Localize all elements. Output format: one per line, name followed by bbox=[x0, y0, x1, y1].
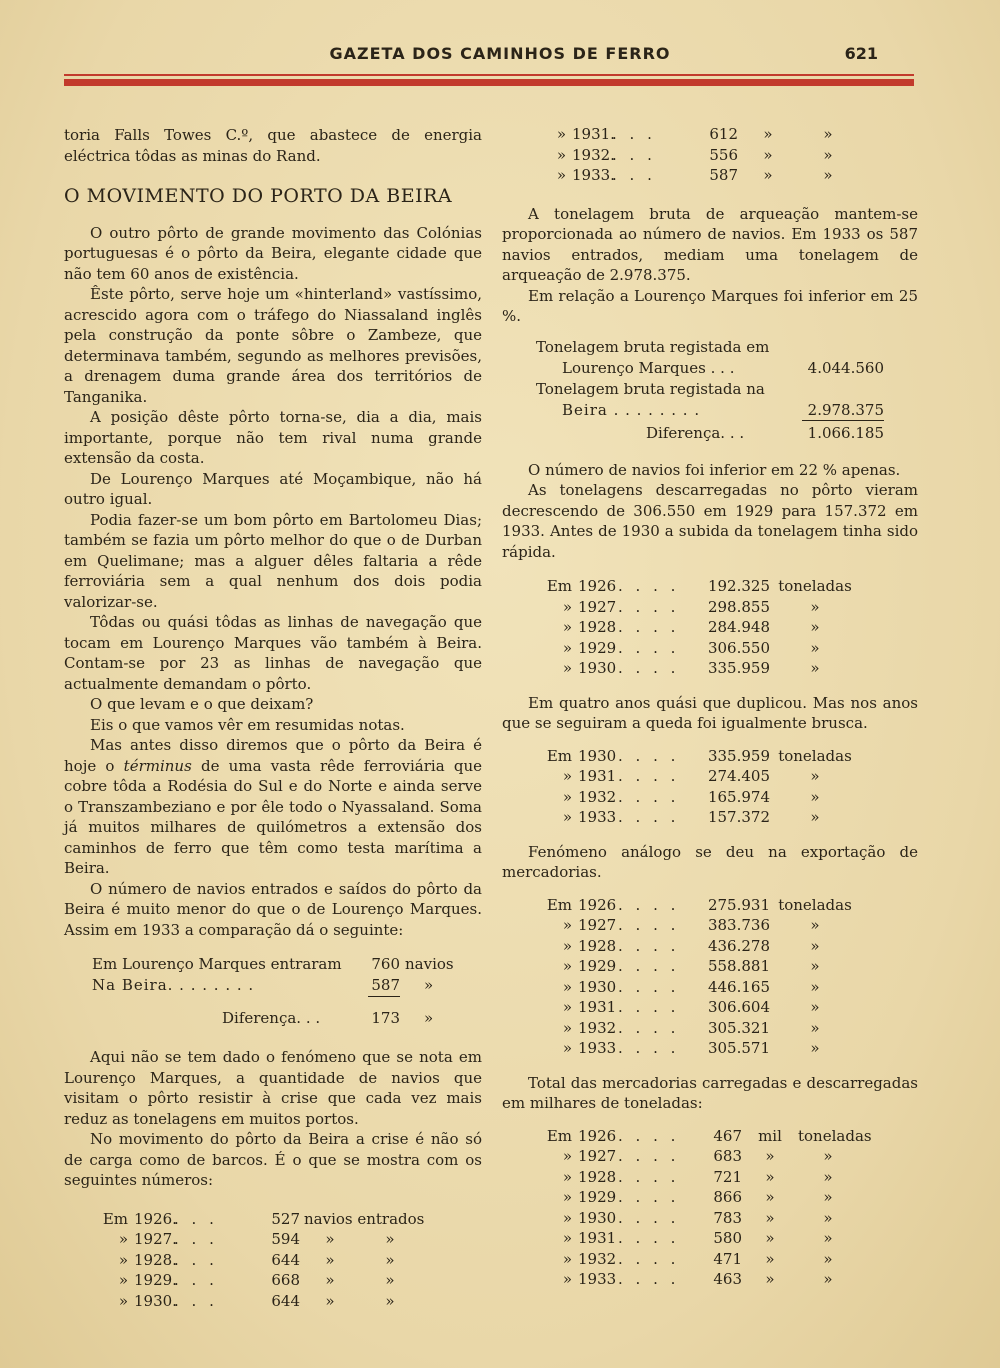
row-unit: » bbox=[325, 1271, 335, 1289]
row-unit: » bbox=[823, 1188, 833, 1206]
tonnage-value: 4.044.560 bbox=[807, 358, 884, 377]
row-unit: » bbox=[765, 1270, 775, 1288]
text-span: de uma vasta rêde ferroviária que cobre tôda a Rodésia do Sul e do Norte e ainda serve o Transzambeziano e por êle todo o Nyassaland. Soma já muitos milhares de quilómetros a extensão dos caminhos de ferro que têm como testa marítima a Beira. bbox=[64, 756, 483, 877]
row-dots: . . . . bbox=[618, 1208, 680, 1227]
row-prefix: Em bbox=[546, 577, 572, 595]
row-year: 1929 bbox=[578, 1188, 617, 1206]
row-value: 644 bbox=[271, 1250, 300, 1269]
row-unit: » bbox=[765, 1208, 775, 1227]
row-unit: toneladas bbox=[798, 1126, 872, 1145]
table-row bbox=[502, 895, 918, 916]
unloaded-table-1 bbox=[502, 576, 918, 679]
row-prefix: » bbox=[118, 1291, 128, 1310]
table-row bbox=[502, 1228, 918, 1249]
comparison-label: Em Lourenço Marques entraram bbox=[92, 955, 342, 973]
row-prefix: Em bbox=[546, 1126, 572, 1145]
row-prefix: » bbox=[118, 1230, 128, 1248]
table-row bbox=[502, 1208, 918, 1229]
row-dots: . . . . bbox=[618, 1167, 680, 1186]
row-value: 558.881 bbox=[707, 957, 770, 975]
row-unit: » bbox=[823, 1229, 833, 1247]
row-prefix: » bbox=[562, 1188, 572, 1206]
row-year: 1928. bbox=[134, 1250, 177, 1269]
row-value: 192.325 bbox=[707, 577, 770, 595]
comparison-value: 760 bbox=[371, 955, 400, 973]
paragraph: toria Falls Towes C.º, que abastece de energia eléctrica tôdas as minas do Rand. bbox=[64, 126, 482, 165]
row-unit: » bbox=[810, 597, 820, 616]
table-row bbox=[502, 1146, 918, 1167]
row-unit: » bbox=[385, 1230, 395, 1248]
row-prefix: » bbox=[562, 936, 572, 955]
row-value: 436.278 bbox=[707, 936, 770, 955]
row-value: 446.165 bbox=[707, 977, 770, 996]
row-prefix: » bbox=[562, 1039, 572, 1057]
table-row bbox=[64, 1209, 482, 1230]
row-prefix: » bbox=[562, 977, 572, 996]
row-prefix: » bbox=[562, 808, 572, 826]
row-year: 1931 bbox=[578, 767, 617, 785]
row-year: 1933 bbox=[578, 1039, 617, 1057]
row-year: 1927 bbox=[578, 1147, 617, 1165]
table-row bbox=[64, 1229, 482, 1250]
row-unit: » bbox=[823, 1147, 833, 1165]
row-value: 580 bbox=[713, 1229, 742, 1247]
table-row bbox=[64, 1270, 482, 1291]
comparison-unit: navios bbox=[405, 955, 454, 973]
ships-table-right bbox=[502, 124, 918, 186]
comparison-unit: » bbox=[424, 976, 434, 994]
row-unit: » bbox=[810, 998, 820, 1016]
row-value: 644 bbox=[271, 1291, 300, 1310]
row-unit: » bbox=[810, 1018, 820, 1037]
row-prefix: Em bbox=[546, 746, 572, 765]
row-dots: . . . . bbox=[618, 998, 680, 1016]
paragraph: De Lourenço Marques até Moçambique, não há outro igual. bbox=[64, 469, 482, 508]
row-unit: toneladas bbox=[778, 577, 852, 595]
row-value: 866 bbox=[713, 1188, 742, 1206]
table-row bbox=[502, 617, 918, 638]
row-dots: . . . . bbox=[618, 1126, 680, 1145]
row-dots: . . . . bbox=[618, 597, 680, 616]
comparison-label: Na Beira. . . . . . . . bbox=[92, 976, 255, 994]
row-unit: » bbox=[810, 808, 820, 826]
table-row bbox=[502, 1187, 918, 1208]
row-dots: . . . . bbox=[618, 977, 680, 996]
row-value: 274.405 bbox=[707, 767, 770, 785]
row-unit: » bbox=[810, 787, 820, 806]
row-prefix: » bbox=[118, 1271, 128, 1289]
row-prefix: » bbox=[562, 998, 572, 1016]
paragraph: O número de navios foi inferior em 22 % apenas. bbox=[528, 460, 901, 479]
row-dots: . . . bbox=[174, 1230, 218, 1248]
paragraph: Podia fazer-se um bom pôrto em Bartolomeu Dias; também se fazia um pôrto melhor do que o de Durban em Quelimane; mas a alguer dêles faltaria a rêde ferroviária sem a qual nenhum dos dois podia valorizar-se. bbox=[64, 510, 482, 611]
row-dots: . . . . bbox=[618, 1270, 680, 1288]
row-unit: » bbox=[810, 618, 820, 636]
row-dots: . . . bbox=[612, 166, 656, 184]
row-dots: . . . bbox=[174, 1209, 218, 1228]
row-prefix: » bbox=[562, 618, 572, 636]
row-prefix: Em bbox=[546, 895, 572, 914]
paragraph: Tôdas ou quási tôdas as linhas de navegação que tocam em Lourenço Marques vão também à Beira. Contam-se por 23 as linhas de navegação que actualmente demandam o pôrto. bbox=[64, 613, 482, 693]
row-dots: . . . . bbox=[618, 1147, 680, 1165]
row-prefix: » bbox=[556, 125, 566, 143]
table-row bbox=[502, 597, 918, 618]
table-row bbox=[502, 576, 918, 597]
table-row bbox=[502, 956, 918, 977]
row-dots: . . . . bbox=[618, 1229, 680, 1247]
paragraph: O que levam e o que deixam? bbox=[90, 695, 314, 713]
row-prefix: » bbox=[562, 767, 572, 785]
row-value: 556 bbox=[709, 145, 738, 164]
row-value: 275.931 bbox=[707, 895, 770, 914]
paragraph: As tonelagens descarregadas no pôrto vieram decrescendo de 306.550 em 1929 para 157.372 em 1933. Antes de 1930 a subida da tonelagem tinha sido rápida. bbox=[502, 481, 918, 561]
paragraph bbox=[64, 735, 482, 879]
row-value: 165.974 bbox=[707, 787, 770, 806]
paragraph: Total das mercadorias carregadas e descarregadas em milhares de toneladas: bbox=[502, 1073, 918, 1112]
row-unit: toneladas bbox=[778, 746, 852, 765]
row-unit: » bbox=[823, 1270, 833, 1288]
paragraph: O número de navios entrados e saídos do pôrto da Beira é muito menor do que o de Lourenço Marques. Assim em 1933 a comparação dá o seguinte: bbox=[64, 879, 482, 939]
row-dots: . . . . bbox=[618, 1039, 680, 1057]
row-year: 1928 bbox=[578, 618, 617, 636]
row-dots: . . . . bbox=[618, 746, 680, 765]
row-unit: » bbox=[823, 125, 833, 143]
row-unit: » bbox=[810, 916, 820, 934]
row-unit: » bbox=[763, 166, 773, 184]
row-year: 1927 bbox=[578, 916, 617, 934]
table-row bbox=[502, 1018, 918, 1039]
row-value: 305.571 bbox=[707, 1039, 770, 1057]
row-year: 1928 bbox=[578, 1167, 617, 1186]
row-prefix: » bbox=[562, 1249, 572, 1268]
row-year: 1927. bbox=[134, 1230, 177, 1248]
row-year: 1932 bbox=[578, 1249, 617, 1268]
row-prefix: Em bbox=[102, 1209, 128, 1228]
row-year: 1926. bbox=[134, 1209, 177, 1228]
tonnage-value: 2.978.375 bbox=[802, 400, 884, 421]
row-unit: » bbox=[810, 977, 820, 996]
row-year: 1932 bbox=[578, 1018, 617, 1037]
table-row bbox=[64, 1291, 482, 1312]
row-dots: . . . . bbox=[618, 895, 680, 914]
row-unit: navios entrados bbox=[304, 1209, 425, 1228]
row-unit: » bbox=[823, 145, 833, 164]
row-value: 306.604 bbox=[707, 998, 770, 1016]
row-unit: » bbox=[765, 1249, 775, 1268]
row-year: 1926 bbox=[578, 577, 617, 595]
row-year: 1931. bbox=[572, 125, 615, 143]
row-value: 467 bbox=[713, 1126, 742, 1145]
row-dots: . . . bbox=[174, 1291, 218, 1310]
paragraph: Fenómeno análogo se deu na exportação de mercadorias. bbox=[502, 842, 918, 881]
unloaded-table-2 bbox=[502, 746, 918, 828]
row-unit: » bbox=[325, 1250, 335, 1269]
tonnage-label: Lourenço Marques . . . bbox=[562, 358, 735, 377]
row-unit: » bbox=[385, 1271, 395, 1289]
row-unit: » bbox=[823, 1249, 833, 1268]
row-value: 683 bbox=[713, 1147, 742, 1165]
ships-table-left bbox=[64, 1209, 482, 1312]
row-prefix: » bbox=[556, 166, 566, 184]
row-year: 1928 bbox=[578, 936, 617, 955]
comparison-value: 173 bbox=[371, 1009, 400, 1027]
row-prefix: » bbox=[562, 787, 572, 806]
row-unit: » bbox=[765, 1188, 775, 1206]
paragraph: Aqui não se tem dado o fenómeno que se nota em Lourenço Marques, a quantidade de navios que visitam o pôrto resistir à crise que cada vez mais reduz as tonelagens em muitos portos. bbox=[64, 1048, 482, 1128]
row-value: 306.550 bbox=[707, 638, 770, 657]
row-unit: » bbox=[823, 1208, 833, 1227]
row-dots: . . . bbox=[612, 125, 656, 143]
italic-term: términus bbox=[123, 756, 192, 775]
row-year: 1930 bbox=[578, 977, 617, 996]
row-year: 1933 bbox=[578, 1270, 617, 1288]
row-prefix: » bbox=[118, 1250, 128, 1269]
paragraph: Eis o que vamos vêr em resumidas notas. bbox=[90, 715, 405, 734]
row-unit: » bbox=[325, 1291, 335, 1310]
row-value: 335.959 bbox=[707, 746, 770, 765]
row-unit: » bbox=[765, 1167, 775, 1186]
row-unit: » bbox=[810, 767, 820, 785]
table-row bbox=[502, 1038, 918, 1059]
text-span: Mas antes disso diremos que o pôrto da Beira é hoje o bbox=[64, 736, 482, 775]
tonnage-comparison bbox=[502, 337, 918, 444]
row-unit: » bbox=[765, 1147, 775, 1165]
paragraph: A tonelagem bruta de arqueação mantem-se proporcionada ao número de navios. Em 1933 os 587 navios entrados, mediam uma tonelagem de arqueação de 2.978.375. bbox=[502, 204, 918, 284]
row-prefix: » bbox=[562, 1208, 572, 1227]
row-value: 463 bbox=[713, 1270, 742, 1288]
row-value: 668 bbox=[271, 1271, 300, 1289]
row-unit: » bbox=[823, 166, 833, 184]
row-value: 471 bbox=[713, 1249, 742, 1268]
row-unit: » bbox=[810, 957, 820, 975]
table-row bbox=[502, 915, 918, 936]
row-year: 1929 bbox=[578, 957, 617, 975]
row-dots: . . . . bbox=[618, 638, 680, 657]
ships-comparison bbox=[64, 954, 482, 1029]
row-dots: . . . . bbox=[618, 577, 680, 595]
row-unit: » bbox=[763, 145, 773, 164]
row-dots: . . . . bbox=[618, 808, 680, 826]
header-rule bbox=[64, 74, 914, 76]
row-value: 305.321 bbox=[707, 1018, 770, 1037]
page-number: 621 bbox=[844, 44, 878, 63]
row-year: 1931 bbox=[578, 1229, 617, 1247]
table-row bbox=[502, 1126, 918, 1147]
paragraph: O outro pôrto de grande movimento das Colónias portuguesas é o pôrto da Beira, elegante cidade que não tem 60 anos de existência. bbox=[64, 223, 482, 283]
row-prefix: » bbox=[562, 659, 572, 677]
paragraph: Em relação a Lourenço Marques foi inferior em 25 %. bbox=[502, 286, 918, 325]
row-year: 1930. bbox=[134, 1291, 177, 1310]
export-table bbox=[502, 895, 918, 1059]
row-dots: . . . . bbox=[618, 767, 680, 785]
comparison-value: 587 bbox=[368, 975, 400, 997]
section-heading: O MOVIMENTO DO PORTO DA BEIRA bbox=[64, 185, 453, 207]
row-year: 1932 bbox=[578, 787, 617, 806]
tonnage-value: 1.066.185 bbox=[807, 423, 884, 442]
row-prefix: » bbox=[562, 1270, 572, 1288]
row-value: 157.372 bbox=[707, 808, 770, 826]
row-year: 1929. bbox=[134, 1271, 177, 1289]
row-value: 335.959 bbox=[707, 659, 770, 677]
row-year: 1933. bbox=[572, 166, 615, 184]
table-row bbox=[502, 1167, 918, 1188]
row-prefix: » bbox=[562, 1167, 572, 1186]
table-row bbox=[502, 165, 918, 186]
tonnage-label: Tonelagem bruta registada na bbox=[536, 379, 765, 398]
tonnage-label: Beira . . . . . . . . bbox=[562, 400, 701, 419]
row-dots: . . . . bbox=[618, 936, 680, 955]
table-row bbox=[502, 638, 918, 659]
paragraph: Êste pôrto, serve hoje um «hinterland» vastíssimo, acrescido agora com o tráfego do Niassaland inglês pela construção da ponte sôbre o Zambeze, que determinava também, segundo as melhores previsões, a drenagem duma grande área dos territórios de Tanganika. bbox=[64, 285, 482, 406]
row-year: 1933 bbox=[578, 808, 617, 826]
total-table bbox=[502, 1126, 918, 1290]
row-year: 1930 bbox=[578, 659, 617, 677]
row-year: 1926 bbox=[578, 1126, 617, 1145]
row-dots: . . . bbox=[174, 1250, 218, 1269]
paragraph: Em quatro anos quási que duplicou. Mas nos anos que se seguiram a queda foi igualmente brusca. bbox=[502, 693, 918, 732]
table-row bbox=[502, 766, 918, 787]
header-title: GAZETA DOS CAMINHOS DE FERRO bbox=[329, 44, 671, 63]
left-column bbox=[64, 125, 482, 1317]
row-unit: mil bbox=[758, 1126, 782, 1145]
row-unit: » bbox=[385, 1291, 395, 1310]
row-value: 527 bbox=[271, 1209, 300, 1228]
row-value: 783 bbox=[713, 1208, 742, 1227]
row-prefix: » bbox=[562, 1229, 572, 1247]
row-year: 1931 bbox=[578, 998, 617, 1016]
paragraph: A posição dêste pôrto torna-se, dia a dia, mais importante, porque não tem rival numa grande extensão da costa. bbox=[64, 408, 482, 467]
row-prefix: » bbox=[562, 916, 572, 934]
row-prefix: » bbox=[562, 638, 572, 657]
table-row bbox=[502, 787, 918, 808]
row-year: 1929 bbox=[578, 638, 617, 657]
table-row bbox=[502, 997, 918, 1018]
row-unit: toneladas bbox=[778, 895, 852, 914]
row-value: 587 bbox=[709, 166, 738, 184]
row-dots: . . . . bbox=[618, 1018, 680, 1037]
table-row bbox=[502, 124, 918, 145]
tonnage-label: Tonelagem bruta registada em bbox=[536, 337, 770, 356]
table-row bbox=[502, 1249, 918, 1270]
table-row bbox=[502, 977, 918, 998]
row-year: 1930 bbox=[578, 1208, 617, 1227]
row-dots: . . . bbox=[612, 145, 656, 164]
comparison-label: Diferença. . . bbox=[222, 1009, 321, 1027]
row-unit: » bbox=[810, 638, 820, 657]
row-year: 1927 bbox=[578, 597, 617, 616]
comparison-unit: » bbox=[424, 1009, 434, 1027]
table-row bbox=[64, 1250, 482, 1271]
row-year: 1926 bbox=[578, 895, 617, 914]
row-dots: . . . . bbox=[618, 787, 680, 806]
table-row bbox=[502, 145, 918, 166]
row-dots: . . . . bbox=[618, 659, 680, 677]
row-value: 721 bbox=[713, 1167, 742, 1186]
tonnage-label: Diferença. . . bbox=[646, 423, 745, 442]
row-dots: . . . . bbox=[618, 618, 680, 636]
right-column bbox=[502, 124, 918, 1296]
row-dots: . . . . bbox=[618, 1249, 680, 1268]
table-row bbox=[502, 746, 918, 767]
row-dots: . . . . bbox=[618, 1188, 680, 1206]
row-unit: » bbox=[385, 1250, 395, 1269]
table-row bbox=[502, 1269, 918, 1290]
row-value: 594 bbox=[271, 1230, 300, 1248]
row-prefix: » bbox=[562, 1147, 572, 1165]
row-unit: » bbox=[763, 125, 773, 143]
row-unit: » bbox=[810, 936, 820, 955]
row-dots: . . . . bbox=[618, 957, 680, 975]
row-unit: » bbox=[810, 1039, 820, 1057]
row-dots: . . . bbox=[174, 1271, 218, 1289]
header-rule-thick bbox=[64, 79, 914, 86]
table-row bbox=[502, 807, 918, 828]
row-unit: » bbox=[810, 659, 820, 677]
row-prefix: » bbox=[562, 1018, 572, 1037]
row-value: 383.736 bbox=[707, 916, 770, 934]
row-unit: » bbox=[823, 1167, 833, 1186]
row-unit: » bbox=[325, 1230, 335, 1248]
row-value: 298.855 bbox=[707, 597, 770, 616]
row-prefix: » bbox=[562, 957, 572, 975]
row-dots: . . . . bbox=[618, 916, 680, 934]
row-unit: » bbox=[765, 1229, 775, 1247]
row-year: 1930 bbox=[578, 746, 617, 765]
table-row bbox=[502, 658, 918, 679]
row-prefix: » bbox=[556, 145, 566, 164]
table-row bbox=[502, 936, 918, 957]
row-value: 284.948 bbox=[707, 618, 770, 636]
row-year: 1932. bbox=[572, 145, 615, 164]
paragraph: No movimento do pôrto da Beira a crise é não só de carga como de barcos. É o que se mostra com os seguintes números: bbox=[64, 1130, 482, 1189]
row-value: 612 bbox=[709, 125, 738, 143]
row-prefix: » bbox=[562, 597, 572, 616]
